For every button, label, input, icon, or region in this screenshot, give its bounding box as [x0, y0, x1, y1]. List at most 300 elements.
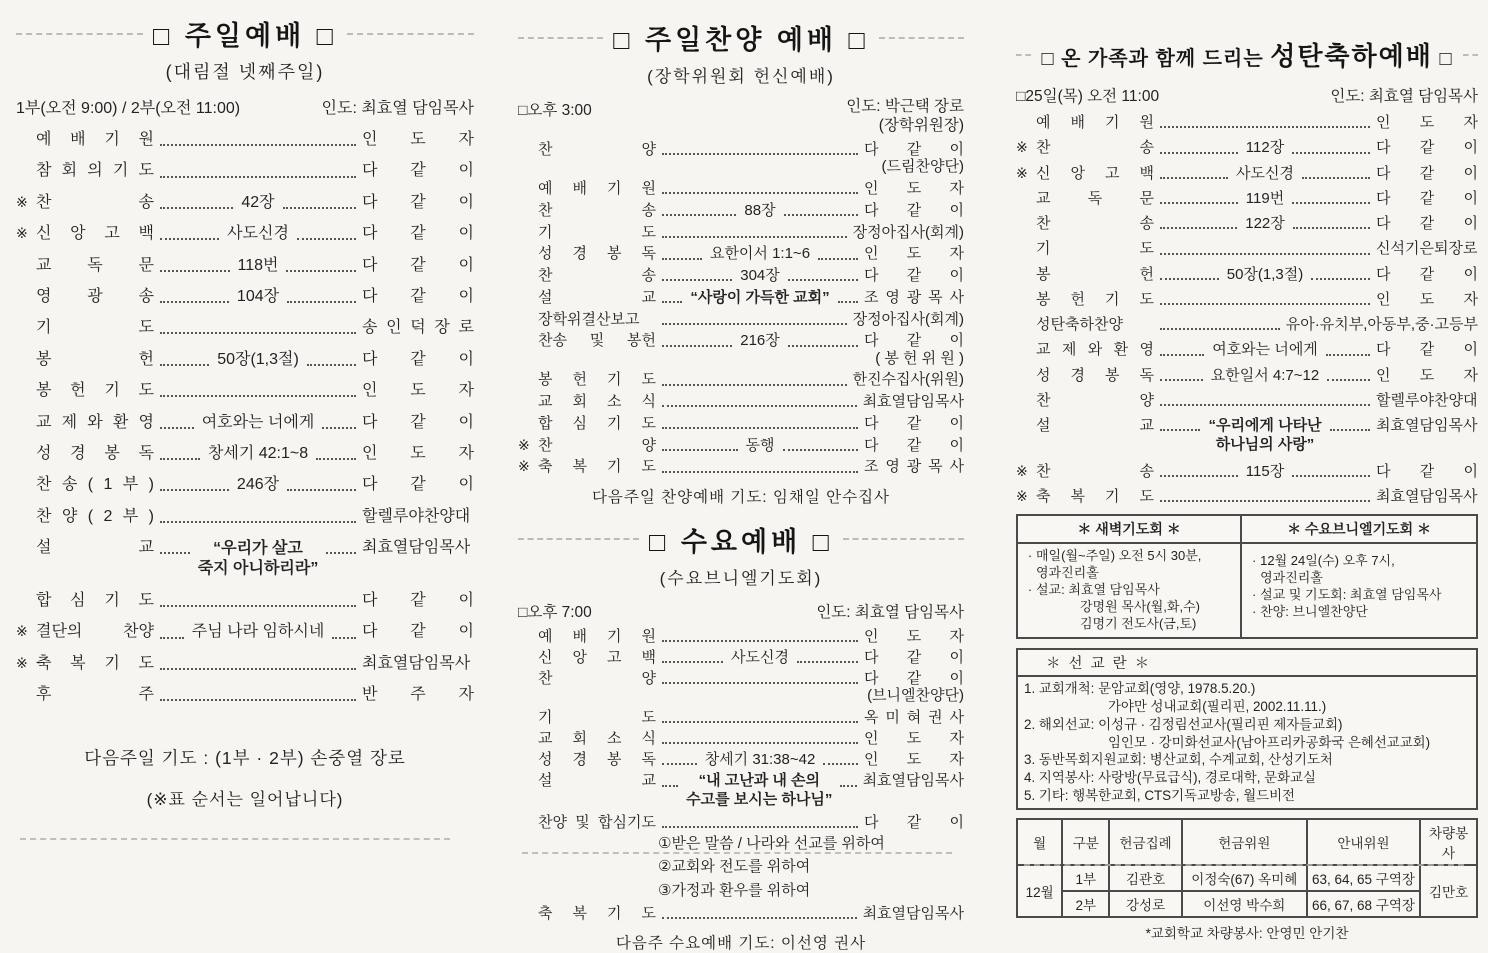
- liturgy-label: 성 경 봉 독: [36, 444, 154, 462]
- liturgy-row: [518, 709, 964, 726]
- assignee-text: 다 같 이: [1376, 341, 1479, 359]
- liturgy-label: 축 복 기 도: [538, 458, 656, 476]
- liturgy-label: 신 앙 고 백: [538, 648, 656, 666]
- christmas-worship-section: [1016, 36, 1478, 505]
- assignee-text: 최효열담임목사: [862, 772, 964, 790]
- liturgy-row: [518, 267, 964, 284]
- liturgy-row: [518, 393, 964, 410]
- dot-leader: [316, 445, 356, 460]
- mission-board: [1016, 648, 1478, 810]
- liturgy-row: [16, 508, 474, 526]
- dot-leader: [662, 311, 847, 325]
- liturgy-row: [16, 655, 474, 673]
- title-prefix: □ 온 가족과 함께 드리는: [1041, 48, 1271, 70]
- assignee-text: 인 도 자: [864, 245, 964, 263]
- star-mark: ※: [16, 225, 28, 242]
- liturgy-row: [1016, 316, 1478, 333]
- col-vehicle-service: 차량봉사: [1420, 819, 1477, 865]
- liturgy-label: 설 교: [36, 539, 154, 557]
- liturgy-assignee: [1376, 114, 1478, 131]
- liturgy-row: [16, 288, 474, 306]
- assignee-text: 인 도 자: [1376, 366, 1478, 384]
- liturgy-label: 봉 헌: [36, 350, 154, 368]
- dot-leader: [160, 592, 356, 607]
- assignee-subtext: (브니엘찬양단): [867, 687, 964, 705]
- sermon-title-line: “우리에게 나타난: [1208, 417, 1322, 434]
- liturgy-row: [518, 371, 964, 388]
- dot-leader: [1292, 463, 1370, 477]
- liturgy-label: 신 앙 고 백: [36, 225, 154, 243]
- praise-worship-title: □ 주일찬양 예배 □: [613, 25, 869, 55]
- liturgy-assignee: [864, 814, 964, 831]
- dot-leader: [160, 351, 209, 366]
- liturgy-center: 사도신경: [1236, 164, 1294, 182]
- dot-leader: [160, 162, 356, 177]
- liturgy-center: 주님 나라 임하시네: [191, 623, 325, 641]
- liturgy-label: 교 제 와 환 영: [36, 413, 154, 431]
- dot-leader: [788, 332, 858, 346]
- col-offering-committee: 헌금위원: [1182, 819, 1307, 865]
- col-offering-officiant: 헌금집례: [1109, 819, 1181, 865]
- bullet-dot: ·: [1251, 586, 1257, 602]
- dot-leader: [160, 131, 356, 146]
- info-line: [1024, 582, 1236, 599]
- liturgy-row: [518, 180, 964, 197]
- dot-leader: [322, 414, 356, 429]
- liturgy-label: 찬송 및 봉헌: [538, 332, 656, 350]
- liturgy-label: 성탄축하찬양: [1036, 316, 1123, 333]
- liturgy-assignee: [362, 686, 474, 704]
- assignee-text: 다 같 이: [864, 813, 964, 831]
- dot-leader: [662, 814, 858, 828]
- liturgy-assignee: [362, 508, 474, 526]
- dot-leader: [1160, 392, 1370, 406]
- liturgy-assignee: [362, 257, 474, 275]
- liturgy-row: [1016, 341, 1478, 358]
- dot-leader: [1160, 488, 1370, 502]
- dot-leader: [1293, 215, 1370, 229]
- liturgy-row: [16, 445, 474, 463]
- dot-leader: [662, 180, 858, 194]
- liturgy-center: 112장: [1245, 139, 1285, 157]
- info-line: [1024, 680, 1472, 698]
- info-line: [1024, 565, 1236, 582]
- assignee-text: 다 같 이: [1376, 189, 1478, 207]
- dawn-prayer-header: ＊ 새벽기도회 ＊: [1077, 521, 1181, 537]
- liturgy-assignee: [853, 224, 964, 241]
- liturgy-row: [518, 245, 964, 262]
- liturgy-row: [518, 311, 964, 328]
- star-mark: ※: [16, 193, 28, 210]
- liturgy-row: [1016, 165, 1478, 182]
- dot-leader: [160, 288, 229, 303]
- liturgy-row: [1016, 367, 1478, 384]
- liturgy-assignee: [362, 288, 474, 306]
- title-main: 성탄축하예배: [1270, 41, 1433, 71]
- liturgy-row: [16, 476, 474, 494]
- liturgy-assignee: [1376, 417, 1478, 434]
- liturgy-assignee: [1376, 341, 1478, 358]
- info-line: [1024, 734, 1472, 752]
- info-text: 김명기 전도사(금,토): [1080, 615, 1197, 631]
- liturgy-label: 신 앙 고 백: [1036, 164, 1154, 182]
- liturgy-label: 찬 양 ( 2 부 ): [36, 507, 154, 525]
- dot-leader: [160, 623, 184, 638]
- monthly-duty-table: [1016, 818, 1478, 918]
- star-mark: ※: [1016, 487, 1028, 504]
- liturgy-label: 예 배 기 원: [1036, 114, 1154, 131]
- liturgy-row: [1016, 463, 1478, 480]
- assignee-text: 다 같 이: [1376, 462, 1478, 480]
- liturgy-row: [16, 382, 474, 400]
- sunday-title-row: [16, 14, 474, 53]
- assignee-text: 인 도 자: [864, 627, 964, 645]
- liturgy-assignee: [853, 371, 964, 388]
- liturgy-label: 찬 양: [538, 670, 656, 688]
- leader-role: (장학위원장): [878, 116, 964, 134]
- duty-committee: 이선영 박수희: [1182, 891, 1307, 917]
- dot-leader: [283, 194, 356, 209]
- liturgy-assignee: [864, 267, 964, 284]
- liturgy-center: 216장: [740, 332, 780, 350]
- info-text: 3. 동반목회지원교회: 병산교회, 수계교회, 산성기도처: [1024, 752, 1333, 768]
- liturgy-label: 봉 헌 기 도: [538, 371, 656, 389]
- liturgy-assignee: [864, 670, 964, 705]
- liturgy-assignee: [864, 141, 964, 176]
- middle-column: [518, 18, 964, 953]
- dot-leader: [1160, 291, 1370, 305]
- info-text: 매일(월~주일) 오전 5시 30분,: [1036, 548, 1202, 563]
- assignee-text: 다 같 이: [864, 670, 964, 688]
- info-text: 1. 교회개척: 문암교회(영양, 1978.5.20.): [1024, 681, 1256, 697]
- liturgy-assignee: [362, 445, 474, 463]
- star-mark: ※: [1016, 164, 1028, 181]
- info-text: 영과진리홀: [1036, 564, 1099, 580]
- prayer-topic: ①받은 말씀 / 나라와 선교를 위하여: [658, 835, 885, 853]
- info-text: 찬양: 브니엘찬양단: [1260, 603, 1368, 619]
- liturgy-assignee: [864, 202, 964, 219]
- info-text: 5. 기타: 행복한교회, CTS기독교방송, 월드비전: [1024, 787, 1295, 803]
- dot-leader: [662, 437, 738, 451]
- duty-collector: 강성로: [1109, 891, 1181, 917]
- dot-leader: [1292, 190, 1370, 204]
- christmas-title-row: [1016, 36, 1478, 73]
- duty-ushers: 63, 64, 65 구역장: [1307, 865, 1420, 891]
- dot-leader: [838, 289, 858, 303]
- star-mark: ※: [518, 458, 530, 475]
- info-line: [1024, 769, 1472, 787]
- service-leader: 인도: 최효열 담임목사: [1330, 88, 1478, 105]
- liturgy-assignee: [864, 628, 964, 645]
- next-week-praise-prayer-note: 다음주일 찬양예배 기도: 임채일 안수집사: [591, 488, 891, 506]
- liturgy-label: 결단의 찬양: [36, 623, 154, 641]
- church-school-vehicle-note: *교회학교 차량봉사: 안영민 안기찬: [1145, 926, 1349, 942]
- dot-leader: [662, 772, 678, 786]
- assignee-text: 할렐루야찬양대: [362, 507, 471, 525]
- star-mark: ※: [518, 436, 530, 453]
- dot-leader: [662, 649, 723, 663]
- liturgy-row: [518, 905, 964, 922]
- info-text: 12월 24일(수) 오후 7시,: [1260, 553, 1395, 568]
- liturgy-center: 사도신경: [227, 225, 289, 243]
- duty-collector: 김관호: [1109, 865, 1181, 891]
- dot-leader: [1292, 139, 1370, 153]
- service-leader: 인도: 최효열 담임목사: [816, 603, 964, 621]
- assignee-text: 유아·유치부,아동부,중·고등부: [1285, 316, 1478, 333]
- next-week-prayer-note: 다음주일 기도 : (1부 · 2부) 손중열 장로: [84, 747, 406, 768]
- liturgy-assignee: [362, 414, 474, 432]
- liturgy-row: [518, 458, 964, 475]
- liturgy-assignee: [362, 476, 474, 494]
- liturgy-label: 교 회 소 식: [538, 393, 656, 411]
- liturgy-row: [518, 730, 964, 747]
- liturgy-center: 119번: [1245, 189, 1285, 207]
- dot-leader: [662, 458, 858, 472]
- dot-leader: [160, 686, 356, 701]
- prayer-meetings-table: [1016, 514, 1478, 639]
- assignee-text: 다 같 이: [1376, 164, 1478, 182]
- sunday-worship-title: □ 주일예배 □: [153, 21, 337, 51]
- bullet-dot: ·: [1027, 548, 1033, 563]
- dot-leader: [1160, 165, 1228, 179]
- service-time: □25일(목) 오전 11:00: [1016, 88, 1160, 105]
- star-mark: ※: [16, 654, 28, 671]
- liturgy-assignee: [362, 623, 474, 641]
- liturgy-center: “사랑이 가득한 교회”: [690, 288, 830, 306]
- liturgy-row: [1016, 417, 1478, 455]
- liturgy-row: [16, 162, 474, 180]
- liturgy-center: 122장: [1245, 215, 1285, 232]
- liturgy-assignee: [362, 539, 474, 557]
- wednesday-liturgy-list: [518, 628, 964, 923]
- dot-leader: [784, 202, 858, 216]
- liturgy-label: 설 교: [538, 772, 656, 790]
- liturgy-row: [16, 592, 474, 610]
- dot-leader: [662, 371, 847, 385]
- liturgy-assignee: [362, 382, 474, 400]
- liturgy-center: 50장(1,3절): [217, 350, 299, 368]
- liturgy-row: [16, 351, 474, 369]
- christmas-meta-row: [1016, 84, 1478, 106]
- sermon-title-line: 하나님의 사랑”: [1215, 435, 1315, 453]
- liturgy-label: 축 복 기 도: [36, 654, 154, 672]
- liturgy-label: 성 경 봉 독: [538, 751, 656, 769]
- liturgy-assignee: [853, 311, 964, 328]
- assignee-text: 다 같 이: [362, 476, 474, 494]
- dot-leader: [160, 225, 219, 240]
- liturgy-label: 합 심 기 도: [538, 414, 656, 432]
- liturgy-assignee: [362, 592, 474, 610]
- liturgy-row: [1016, 392, 1478, 409]
- liturgy-assignee: [1376, 165, 1478, 182]
- sunday-worship-subtitle: (대림절 넷째주일): [165, 62, 325, 82]
- title-suffix: □: [1432, 48, 1453, 70]
- assignee-text: 최효열담임목사: [862, 904, 964, 922]
- liturgy-row: [16, 319, 474, 337]
- dot-leader: [287, 288, 356, 303]
- col-part: 구분: [1062, 819, 1109, 865]
- service-time: □오후 3:00: [518, 102, 592, 119]
- dot-leader: [307, 351, 356, 366]
- liturgy-assignee: [864, 709, 964, 726]
- sermon-title-line: “내 고난과 내 손의: [698, 772, 820, 790]
- assignee-text: 인 도 자: [864, 180, 964, 198]
- assignee-text: 장정아집사(회계): [852, 310, 964, 328]
- star-mark: ※: [1016, 462, 1028, 479]
- dot-leader: [1302, 165, 1370, 179]
- liturgy-label: 축 복 기 도: [538, 904, 656, 922]
- info-line: [1248, 604, 1472, 621]
- dot-leader: [662, 393, 857, 407]
- dot-leader: [1330, 417, 1370, 431]
- dot-leader: [662, 751, 697, 765]
- duty-committee: 이정숙(67) 옥미혜: [1182, 865, 1307, 891]
- info-line: [1024, 599, 1236, 616]
- liturgy-row: [518, 814, 964, 831]
- assignee-text: 다 같 이: [362, 350, 475, 368]
- liturgy-label: 찬 송: [538, 201, 656, 219]
- dot-leader: [1160, 240, 1370, 254]
- liturgy-label: 찬 송 ( 1 부 ): [36, 476, 154, 494]
- dot-leader: [662, 267, 732, 281]
- assignee-text: 조 영 광 목 사: [864, 288, 965, 306]
- liturgy-row: [1016, 139, 1478, 156]
- praise-title-row: [518, 18, 964, 57]
- dot-leader: [160, 257, 230, 272]
- scan-dash-artifact: [879, 37, 964, 39]
- liturgy-assignee: [864, 289, 964, 306]
- liturgy-assignee: [864, 180, 964, 197]
- dot-leader: [662, 224, 847, 238]
- liturgy-assignee: [1376, 266, 1478, 283]
- liturgy-assignee: [864, 751, 964, 768]
- liturgy-center: [1206, 417, 1323, 455]
- dot-leader: [662, 709, 858, 723]
- info-line: [1024, 716, 1472, 734]
- scan-dash-artifact: [518, 37, 603, 39]
- liturgy-label: 영 광 송: [36, 287, 154, 305]
- dot-leader: [662, 670, 858, 684]
- service-times: 1부(오전 9:00) / 2부(오전 11:00): [16, 100, 241, 117]
- duty-header-row: [1017, 819, 1477, 865]
- standing-note: (※표 순서는 일어납니다): [146, 789, 344, 809]
- liturgy-row: [16, 194, 474, 212]
- liturgy-assignee: [1376, 215, 1478, 232]
- liturgy-row: [518, 649, 964, 666]
- duty-ushers: 66, 67, 68 구역장: [1307, 891, 1420, 917]
- scan-dash-artifact: [1024, 864, 1464, 866]
- liturgy-label: 기 도: [36, 319, 154, 337]
- liturgy-center: 50장(1,3절): [1226, 265, 1304, 283]
- assignee-text: 다 같 이: [362, 225, 475, 243]
- assignee-text: 다 같 이: [362, 413, 475, 431]
- sermon-title-line: 죽지 아니하리라”: [197, 560, 319, 578]
- liturgy-assignee: [362, 194, 474, 212]
- duty-row-1: [1017, 865, 1477, 891]
- assignee-text: 다 같 이: [362, 256, 474, 274]
- liturgy-label: 찬 송: [538, 267, 656, 285]
- info-text: 강명원 목사(월,화,수): [1080, 598, 1200, 614]
- liturgy-assignee: [864, 437, 964, 454]
- info-text: 2. 해외선교: 이성규 · 김정림선교사(필리핀 제자들교회): [1024, 716, 1343, 732]
- liturgy-assignee: [1376, 488, 1478, 505]
- assignee-text: 다 같 이: [362, 623, 475, 641]
- duty-vehicle: 김만호: [1420, 865, 1477, 917]
- liturgy-center: 118번: [237, 256, 279, 274]
- liturgy-label: 설 교: [1036, 417, 1154, 434]
- dot-leader: [160, 508, 356, 523]
- dot-leader: [823, 751, 858, 765]
- liturgy-label: 후 주: [36, 686, 154, 704]
- dot-leader: [160, 445, 200, 460]
- dot-leader: [662, 415, 858, 429]
- liturgy-row: [518, 670, 964, 705]
- scan-dash-artifact: [518, 538, 639, 540]
- liturgy-center: 사도신경: [731, 648, 789, 666]
- dot-leader: [797, 649, 858, 663]
- assignee-text: 인 도 자: [1376, 290, 1478, 308]
- wednesday-title-row: [518, 520, 964, 559]
- dot-leader: [160, 319, 356, 334]
- assignee-text: 다 같 이: [864, 436, 965, 454]
- scan-dash-artifact: [522, 852, 952, 854]
- liturgy-row: [1016, 291, 1478, 308]
- dot-leader: [662, 202, 736, 216]
- dot-leader: [1160, 190, 1238, 204]
- dot-leader: [160, 382, 356, 397]
- info-text: 임인모 · 강미화선교사(남아프리카공화국 은혜선교교회): [1108, 734, 1431, 750]
- dot-leader: [662, 332, 732, 346]
- liturgy-row: [1016, 488, 1478, 505]
- liturgy-label: 찬 양: [1036, 391, 1154, 409]
- wednesday-peniel-header: ＊ 수요브니엘기도회 ＊: [1240, 516, 1476, 542]
- liturgy-label: 봉 헌 기 도: [36, 382, 154, 400]
- liturgy-assignee: [1376, 240, 1478, 257]
- liturgy-assignee: [362, 655, 474, 673]
- liturgy-row: [16, 686, 474, 704]
- wednesday-worship-subtitle: (수요브니엘기도회): [659, 568, 823, 588]
- dot-leader: [297, 225, 356, 240]
- assignee-text: 다 같 이: [864, 141, 964, 159]
- wednesday-worship-title: □ 수요예배 □: [649, 526, 833, 557]
- liturgy-assignee: [1376, 139, 1478, 156]
- liturgy-label: 찬 송: [1036, 139, 1154, 157]
- info-line: [1248, 553, 1472, 570]
- liturgy-row: [1016, 190, 1478, 207]
- scan-dash-artifact: [16, 33, 143, 35]
- assignee-text: 다 같 이: [1376, 215, 1478, 232]
- liturgy-center: 요한이서 1:1~6: [709, 245, 811, 263]
- info-line: [1024, 787, 1472, 805]
- liturgy-center: 요한일서 4:7~12: [1210, 366, 1320, 384]
- liturgy-assignee: [362, 351, 474, 369]
- service-leader: 인도: 최효열 담임목사: [321, 100, 474, 117]
- liturgy-center: 304장: [740, 267, 780, 285]
- liturgy-label: 예 배 기 원: [538, 180, 656, 198]
- liturgy-center: 42장: [241, 193, 275, 211]
- liturgy-label: 기 도: [538, 708, 656, 726]
- liturgy-row: [518, 415, 964, 432]
- liturgy-assignee: [362, 131, 474, 149]
- liturgy-label: 예 배 기 원: [36, 131, 154, 148]
- assignee-text: 인 도 자: [864, 751, 964, 769]
- dot-leader: [286, 257, 356, 272]
- liturgy-row: [518, 437, 964, 454]
- assignee-text: 인 도 자: [362, 382, 474, 400]
- info-text: 영과진리홀: [1260, 569, 1323, 585]
- assignee-text: 최효열담임목사: [362, 539, 471, 557]
- prayer-meetings-body: [1018, 544, 1476, 637]
